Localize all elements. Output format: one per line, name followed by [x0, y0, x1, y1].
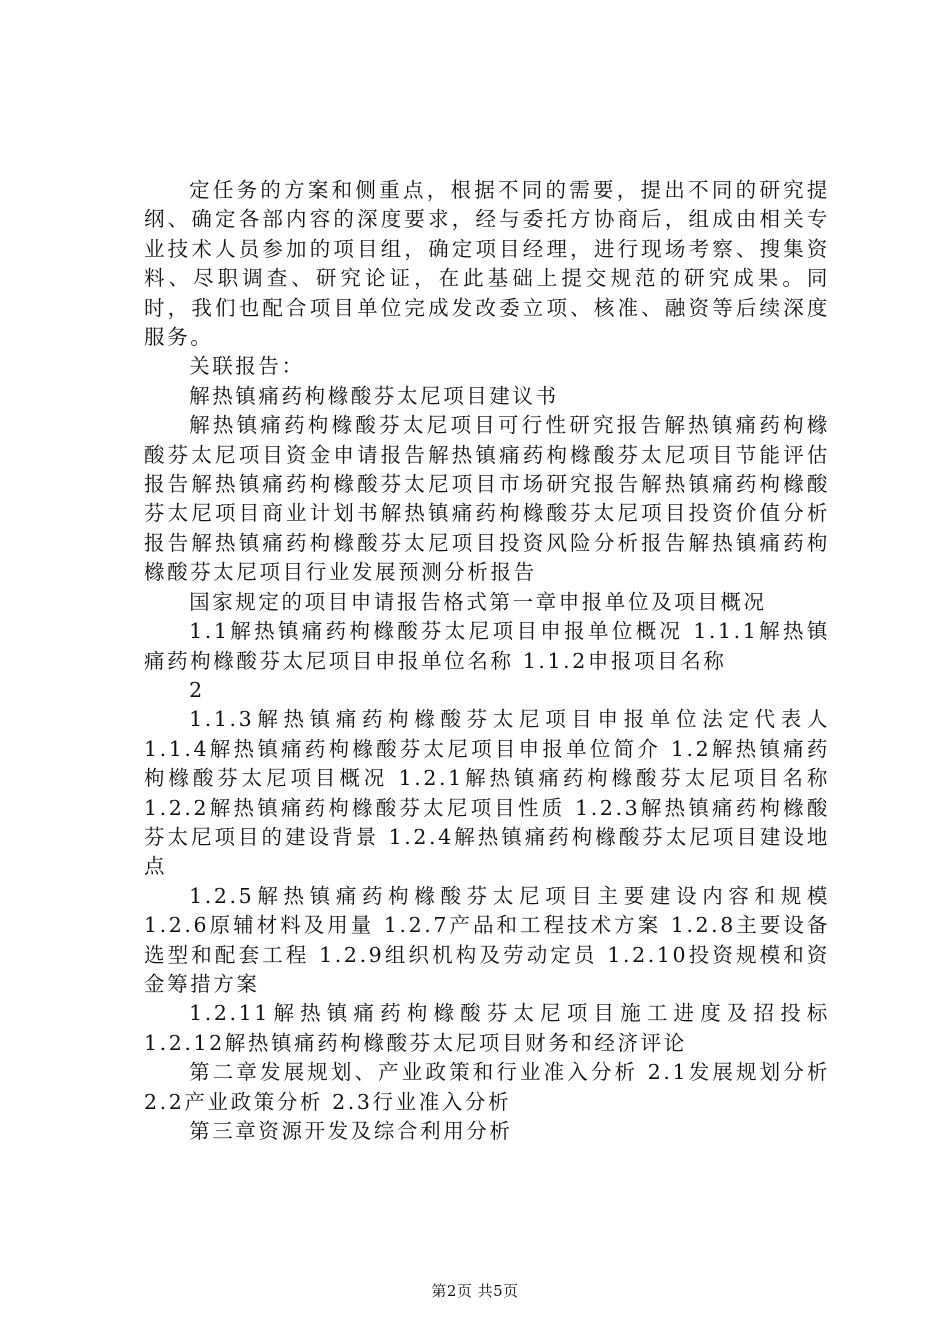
paragraph-chapter-3: 第三章资源开发及综合利用分析	[189, 1119, 513, 1143]
paragraph-section-1-2-5: 1.2.5解热镇痛药枸橼酸芬太尼项目主要建设内容和规模 1.2.6原辅材料及用量 1.2.7产品和工程技术方案 1.2.8主要设备选型和配套工程 1.2.9组织机构及劳动定员 1.2.10投资规模和资金筹措方案	[144, 883, 830, 996]
paragraph-chapter-2: 第二章发展规划、产业政策和行业准入分析 2.1发展规划分析 2.2产业政策分析 2.3行业准入分析	[144, 1060, 830, 1114]
document-body	[144, 176, 830, 1146]
paragraph-section-1-2-11: 1.2.11解热镇痛药枸橼酸芬太尼项目施工进度及招投标 1.2.12解热镇痛药枸橼酸芬太尼项目财务和经济评论	[144, 1001, 830, 1055]
paragraph-section-1-1-3: 1.1.3解热镇痛药枸橼酸芬太尼项目申报单位法定代表人 1.1.4解热镇痛药枸橼酸芬太尼项目申报单位简介 1.2解热镇痛药枸橼酸芬太尼项目概况 1.2.1解热镇痛药枸橼酸芬太尼项目名称 1.2.2解热镇痛药枸橼酸芬太尼项目性质 1.2.3解热镇痛药枸橼酸芬太尼项目的建设背景 1.2.4解热镇痛药枸橼酸芬太尼项目建设地点	[144, 707, 830, 879]
paragraph-related-reports-label: 关联报告：	[189, 354, 305, 379]
paragraph-number-2: 2	[189, 677, 205, 702]
paragraph-section-1-1: 1.1解热镇痛药枸橼酸芬太尼项目申报单位概况 1.1.1解热镇痛药枸橼酸芬太尼项目申报单位名称 1.1.2申报项目名称	[144, 619, 830, 673]
paragraph-intro: 定任务的方案和侧重点，根据不同的需要，提出不同的研究提纲、确定各部内容的深度要求，经与委托方协商后，组成由相关专业技术人员参加的项目组，确定项目经理，进行现场考察、搜集资料、尽职调查、研究论证，在此基础上提交规范的研究成果。同时，我们也配合项目单位完成发改委立项、核准、融资等后续深度服务。	[144, 178, 830, 350]
page-footer: 第2页 共5页	[431, 1282, 519, 1300]
paragraph-proposal-title: 解热镇痛药枸橼酸芬太尼项目建议书	[189, 383, 559, 408]
paragraph-report-list: 解热镇痛药枸橼酸芬太尼项目可行性研究报告解热镇痛药枸橼酸芬太尼项目资金申请报告解热镇痛药枸橼酸芬太尼项目节能评估报告解热镇痛药枸橼酸芬太尼项目市场研究报告解热镇痛药枸橼酸芬太尼项目商业计划书解热镇痛药枸橼酸芬太尼项目投资价值分析报告解热镇痛药枸橼酸芬太尼项目投资风险分析报告解热镇痛药枸橼酸芬太尼项目行业发展预测分析报告	[144, 413, 830, 585]
paragraph-format-heading: 国家规定的项目申请报告格式第一章申报单位及项目概况	[189, 589, 767, 614]
